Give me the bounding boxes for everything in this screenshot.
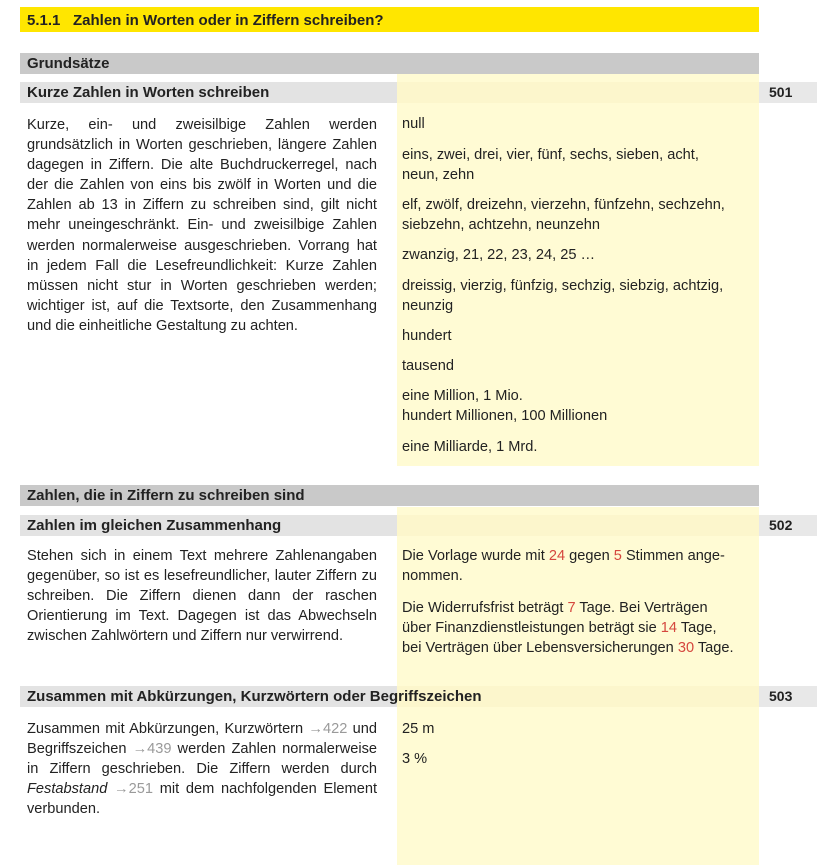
- example-item: Die Widerrufsfrist beträgt 7 Tage. Bei Verträgen über Finanzdienstleistungen beträgt sie 14 Tage, bei Verträgen über Lebensversicherungen 30 Tage.: [402, 600, 734, 656]
- arrow-right-icon: →: [132, 741, 148, 758]
- rule-number: 502: [759, 515, 817, 536]
- section-title-text: Zahlen in Worten oder in Ziffern schreiben?: [73, 12, 384, 29]
- cross-reference[interactable]: 439: [147, 741, 172, 758]
- rule-heading: Zusammen mit Abkürzungen, Kurzwörtern oder Begriffszeichen: [20, 686, 759, 707]
- group-heading: Grundsätze: [20, 53, 759, 74]
- cross-reference[interactable]: 251: [128, 781, 153, 798]
- rule-heading: Zahlen im gleichen Zusammenhang: [20, 515, 759, 536]
- example-item: eine Milliarde, 1 Mrd.: [402, 439, 538, 455]
- example-item: dreissig, vierzig, fünfzig, sechzig, siebzig, achtzig, neunzig: [402, 278, 724, 314]
- arrow-right-icon: →: [114, 781, 129, 798]
- rule-text: Zusammen mit Abkürzungen, Kurzwörtern →422 und Begriffszeichen →439 werden Zahlen normalerweise in Ziffern geschrieben. Die Ziffern werden durch Festabstand →251 mit dem nachfolgenden Element verbunden.: [27, 721, 378, 818]
- cross-reference[interactable]: 422: [323, 721, 348, 737]
- rule-number: 501: [759, 82, 817, 103]
- rule-text: Stehen sich in einem Text mehrere Zahlenangaben gegenüber, so ist es lesefreundlicher, lauter Ziffern zu schreiben. Die Ziffern dienen dann der raschen Orientierung im Text. Dagegen ist das Abwechseln zwischen Zahlwörtern und Ziffern nur verwirrend.: [27, 548, 377, 645]
- example-item: eins, zwei, drei, vier, fünf, sechs, sieben, acht, neun, zehn: [402, 147, 699, 183]
- example-item: eine Million, 1 Mio. hundert Millionen, 100 Millionen: [402, 388, 608, 424]
- example-item: tausend: [402, 358, 454, 374]
- rule-number: 503: [759, 686, 817, 707]
- section-title: [20, 7, 759, 32]
- example-item: Die Vorlage wurde mit 24 gegen 5 Stimmen ange- nommen.: [402, 548, 725, 584]
- example-item: 3 %: [402, 751, 428, 767]
- example-item: elf, zwölf, dreizehn, vierzehn, fünfzehn, sechzehn, siebzehn, achtzehn, neunzehn: [402, 197, 725, 233]
- rule-text: Kurze, ein- und zweisilbige Zahlen werden grundsätzlich in Worten geschrieben, längere Zahlen dagegen in Ziffern. Die alte Buchdruckerregel, nach der die Zahlen von eins bis zwölf in Worten und die Zahlen ab 13 in Ziffern zu schreiben sind, gilt nicht mehr uneingeschränkt. Ein- und zweisilbige Zahlen werden normalerweise ausgeschrieben. Vorrang hat in jedem Fall die Lesefreundlichkeit: Kurze Zahlen müssen nicht stur in Worten geschrieben werden; wichtiger ist, auf die Textsorte, den Zusammenhang und die einheitliche Gestaltung zu achten.: [27, 117, 377, 334]
- arrow-right-icon: →: [308, 721, 324, 737]
- example-item: hundert: [402, 328, 452, 344]
- example-item: zwanzig, 21, 22, 23, 24, 25 …: [402, 247, 596, 263]
- section-number: 5.1.1: [27, 12, 61, 29]
- example-item: 25 m: [402, 721, 435, 737]
- rule-heading: Kurze Zahlen in Worten schreiben: [20, 82, 759, 103]
- example-item: null: [402, 116, 425, 132]
- group-heading: Zahlen, die in Ziffern zu schreiben sind: [20, 485, 759, 506]
